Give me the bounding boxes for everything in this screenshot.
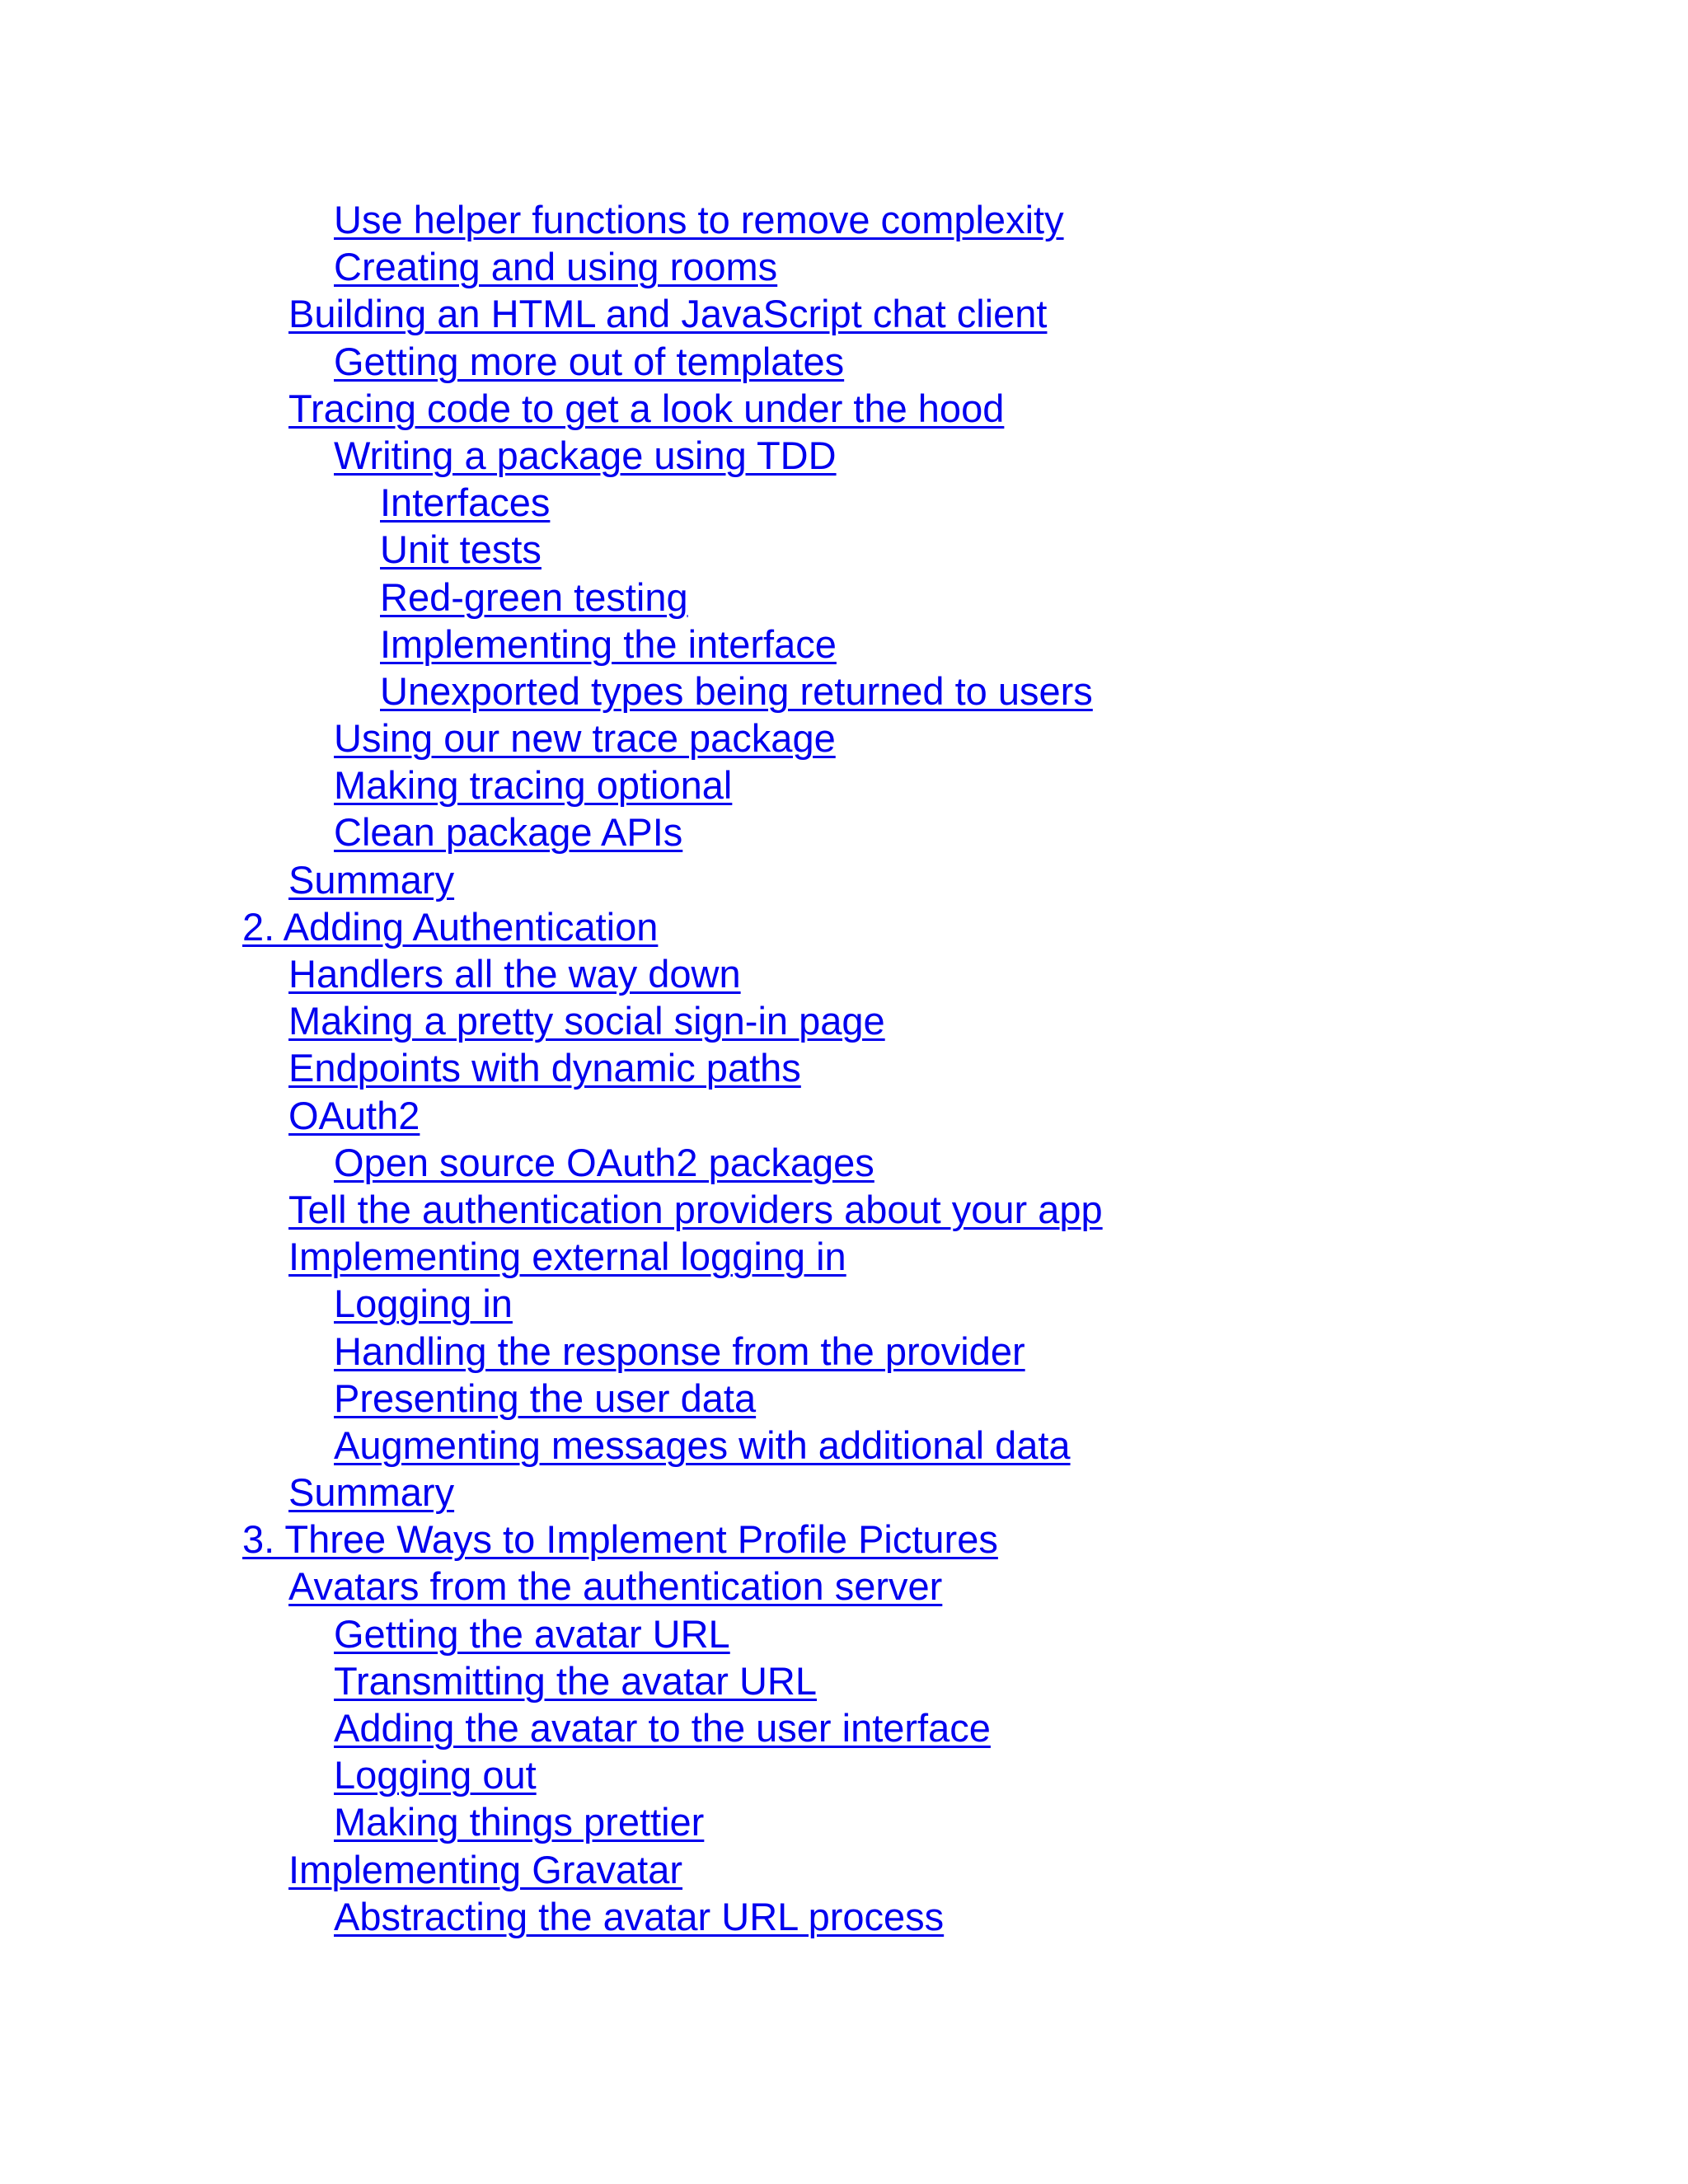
toc-entry [0,1375,1688,1422]
toc-entry [0,1280,1688,1327]
toc-entry [0,1846,1688,1893]
toc-link[interactable]: Handling the response from the provider [334,1329,1025,1373]
toc-entry [0,1186,1688,1233]
toc-link[interactable]: Unexported types being returned to users [380,668,1093,713]
toc-entry [0,196,1688,243]
toc-entry [0,621,1688,668]
toc-link[interactable]: Use helper functions to remove complexity [334,198,1064,241]
toc-link[interactable]: Logging in [334,1282,513,1326]
toc-link[interactable]: Getting more out of templates [334,339,845,383]
toc-entry [0,290,1688,337]
toc-entry [0,574,1688,621]
toc-link[interactable]: Abstracting the avatar URL process [334,1894,945,1938]
toc-entry [0,856,1688,903]
toc-entry [0,997,1688,1044]
toc-link[interactable]: Making things prettier [334,1800,705,1844]
toc-entry [0,1092,1688,1139]
toc-chapter-link[interactable]: 3. Three Ways to Implement Profile Pictures [242,1517,998,1562]
toc-entry [0,1328,1688,1375]
toc-entry [0,1893,1688,1940]
toc-link[interactable]: Implementing the interface [380,621,837,666]
toc-link[interactable]: OAuth2 [288,1093,420,1137]
toc-link[interactable]: Handlers all the way down [288,952,741,996]
toc-link[interactable]: Getting the avatar URL [334,1611,730,1656]
toc-link[interactable]: Transmitting the avatar URL [334,1658,817,1703]
toc-entry [0,1751,1688,1798]
toc-entry [0,1233,1688,1280]
toc-entry [0,1610,1688,1657]
toc-entry [0,385,1688,432]
toc-link[interactable]: Presenting the user data [334,1376,757,1420]
toc-link[interactable]: Augmenting messages with additional data [334,1422,1071,1467]
toc-link[interactable]: Tell the authentication providers about your app [288,1187,1103,1231]
toc-link[interactable]: Building an HTML and JavaScript chat client [288,292,1048,336]
toc-link[interactable]: Clean package APIs [334,810,683,855]
toc-link[interactable]: Creating and using rooms [334,245,778,289]
toc-link[interactable]: Making tracing optional [334,763,733,808]
toc-link[interactable]: Interfaces [380,480,551,525]
toc-entry [0,1657,1688,1704]
toc-link[interactable]: Using our new trace package [334,716,836,761]
toc-entry [0,950,1688,997]
toc-link[interactable]: Unit tests [380,527,542,572]
toc-entry [0,808,1688,855]
toc-link[interactable]: Summary [288,1470,455,1515]
toc-link[interactable]: Implementing external logging in [288,1235,846,1279]
toc-chapter-entry [0,903,1688,950]
toc-entry [0,243,1688,290]
toc-link[interactable]: Endpoints with dynamic paths [288,1046,801,1090]
toc-entry [0,1563,1688,1610]
toc-link[interactable]: Adding the avatar to the user interface [334,1706,991,1750]
toc-entry [0,1798,1688,1845]
toc-entry [0,338,1688,385]
toc-entry [0,1422,1688,1469]
toc-chapter-entry [0,1516,1688,1563]
table-of-contents [0,196,1688,1940]
toc-link[interactable]: Open source OAuth2 packages [334,1140,874,1184]
toc-entry [0,1469,1688,1516]
toc-link[interactable]: Summary [288,857,455,902]
toc-link[interactable]: Making a pretty social sign-in page [288,999,885,1043]
toc-entry [0,715,1688,762]
toc-entry [0,668,1688,715]
toc-link[interactable]: Avatars from the authentication server [288,1564,943,1609]
toc-entry [0,1704,1688,1751]
toc-chapter-link[interactable]: 2. Adding Authentication [242,904,659,949]
toc-entry [0,762,1688,808]
toc-entry [0,432,1688,479]
toc-link[interactable]: Logging out [334,1753,537,1797]
toc-entry [0,479,1688,526]
toc-link[interactable]: Red-green testing [380,574,688,619]
toc-link[interactable]: Writing a package using TDD [334,433,837,477]
toc-entry [0,1139,1688,1186]
toc-entry [0,526,1688,573]
toc-entry [0,1044,1688,1091]
toc-link[interactable]: Tracing code to get a look under the hood [288,386,1005,430]
toc-link[interactable]: Implementing Gravatar [288,1847,683,1891]
